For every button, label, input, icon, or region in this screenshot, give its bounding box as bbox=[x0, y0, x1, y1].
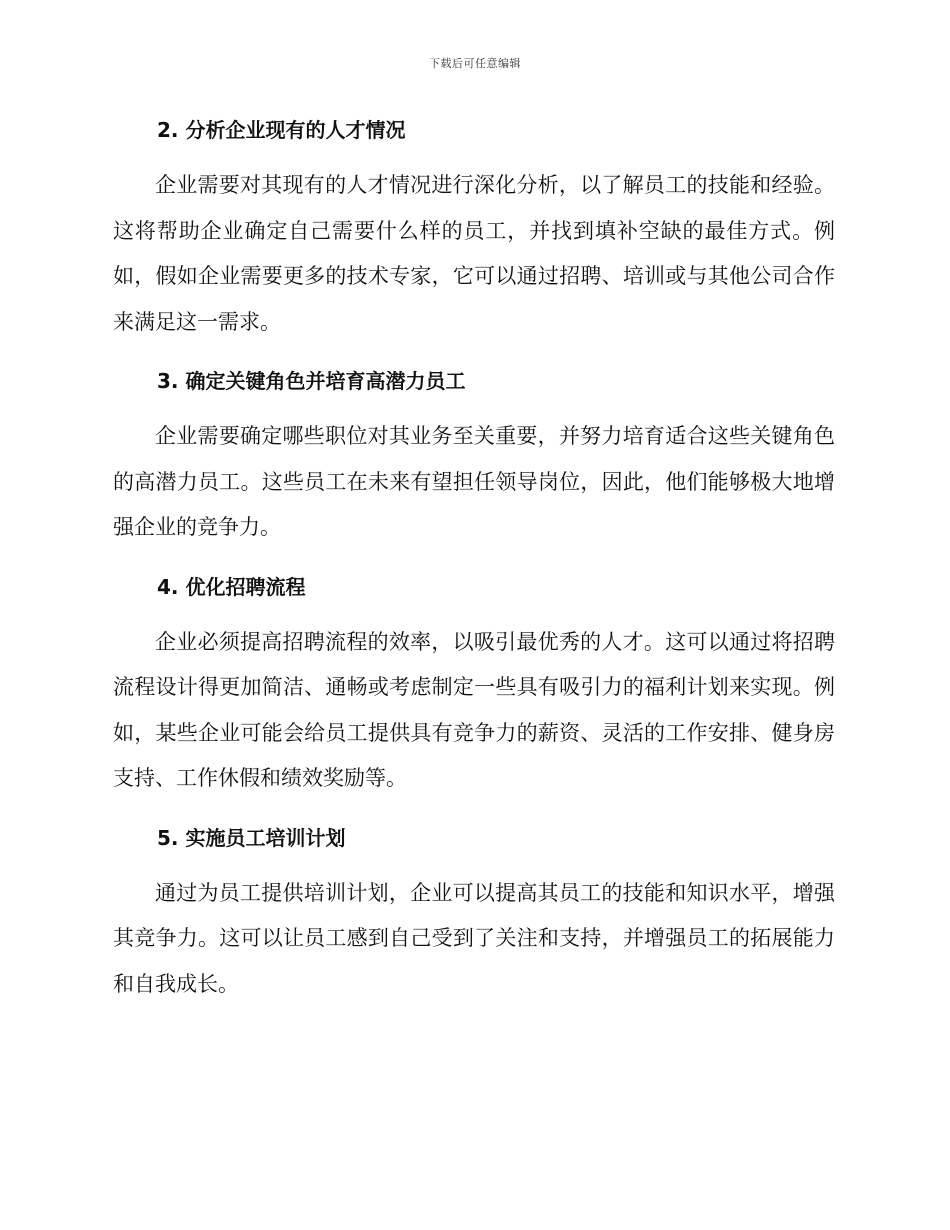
section-2 bbox=[113, 110, 835, 345]
section-heading: 4. 优化招聘流程 bbox=[157, 574, 306, 599]
section-paragraph: 企业需要确定哪些职位对其业务至关重要，并努力培育适合这些关键角色的高潜力员工。这些员工在未来有望担任领导岗位，因此，他们能够极大地增强企业的竞争力。 bbox=[113, 424, 835, 539]
section-paragraph: 通过为员工提供培训计划，企业可以提高其员工的技能和知识水平，增强其竞争力。这可以让员工感到自己受到了关注和支持，并增强员工的拓展能力和自我成长。 bbox=[113, 880, 835, 996]
section-heading: 3. 确定关键角色并培育高潜力员工 bbox=[157, 369, 466, 393]
section-4 bbox=[113, 567, 835, 802]
section-heading: 2. 分析企业现有的人才情况 bbox=[157, 118, 406, 142]
section-3 bbox=[113, 361, 835, 551]
document-body bbox=[113, 110, 835, 1007]
section-heading: 5. 实施员工培训计划 bbox=[157, 825, 346, 850]
page-header: 下载后可任意编辑 bbox=[429, 57, 521, 70]
section-5 bbox=[113, 818, 835, 1008]
section-paragraph: 企业需要对其现有的人才情况进行深化分析，以了解员工的技能和经验。这将帮助企业确定自己需要什么样的员工，并找到填补空缺的最佳方式。例如，假如企业需要更多的技术专家，它可以通过招聘、培训或与其他公司合作来满足这一需求。 bbox=[113, 173, 835, 334]
section-paragraph: 企业必须提高招聘流程的效率，以吸引最优秀的人才。这可以通过将招聘流程设计得更加简洁、通畅或考虑制定一些具有吸引力的福利计划来实现。例如，某些企业可能会给员工提供具有竞争力的薪资、灵活的工作安排、健身房支持、工作休假和绩效奖励等。 bbox=[113, 629, 835, 790]
